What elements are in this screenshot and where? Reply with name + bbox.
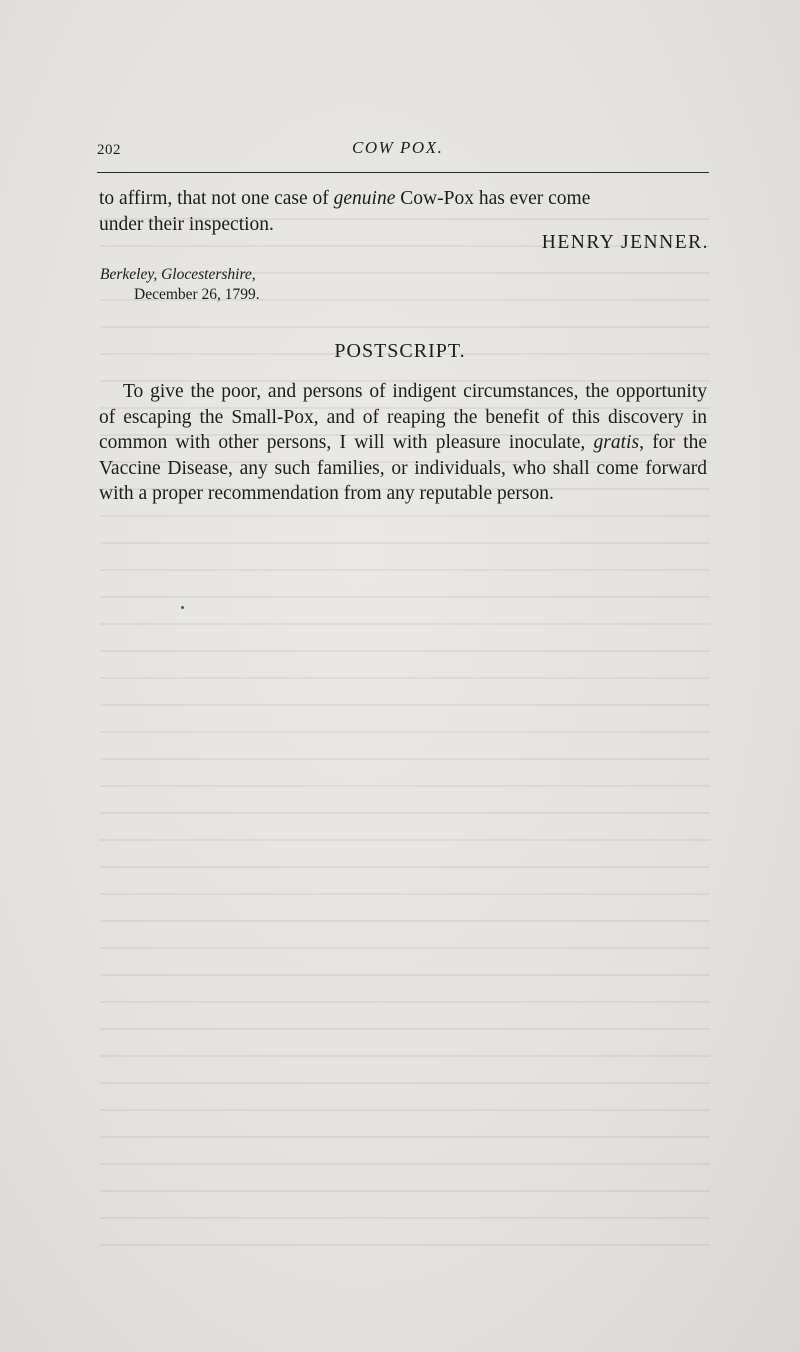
page-number: 202	[97, 142, 121, 158]
signature: HENRY JENNER.	[541, 232, 709, 253]
closing-line-1: to affirm, that not one case of genuine Cow-Pox has ever come	[99, 188, 591, 209]
header-rule	[97, 172, 709, 173]
postscript-title: POSTSCRIPT.	[334, 340, 466, 362]
location: Berkeley, Glocestershire,	[100, 266, 256, 283]
emphasis-genuine: genuine	[333, 188, 396, 209]
page-header	[97, 134, 709, 166]
paragraph-closing	[99, 186, 707, 237]
closing-line-2: under their inspection.	[99, 213, 274, 235]
date: December 26, 1799.	[134, 286, 260, 303]
postscript-paragraph: To give the poor, and persons of indigent circumstances, the opportunity of escaping the Small-Pox, and of reaping the benefit of this discovery in common with other persons, I will with pleasure inoculate, gratis, for the Vaccine Disease, any such families, or individuals, who shall come forward with a proper recommendation from any reputable person.	[99, 381, 708, 504]
emphasis-gratis: gratis	[593, 432, 640, 453]
ink-speck	[181, 606, 184, 609]
running-head: COW POX.	[352, 138, 444, 157]
place-and-date	[100, 265, 260, 305]
